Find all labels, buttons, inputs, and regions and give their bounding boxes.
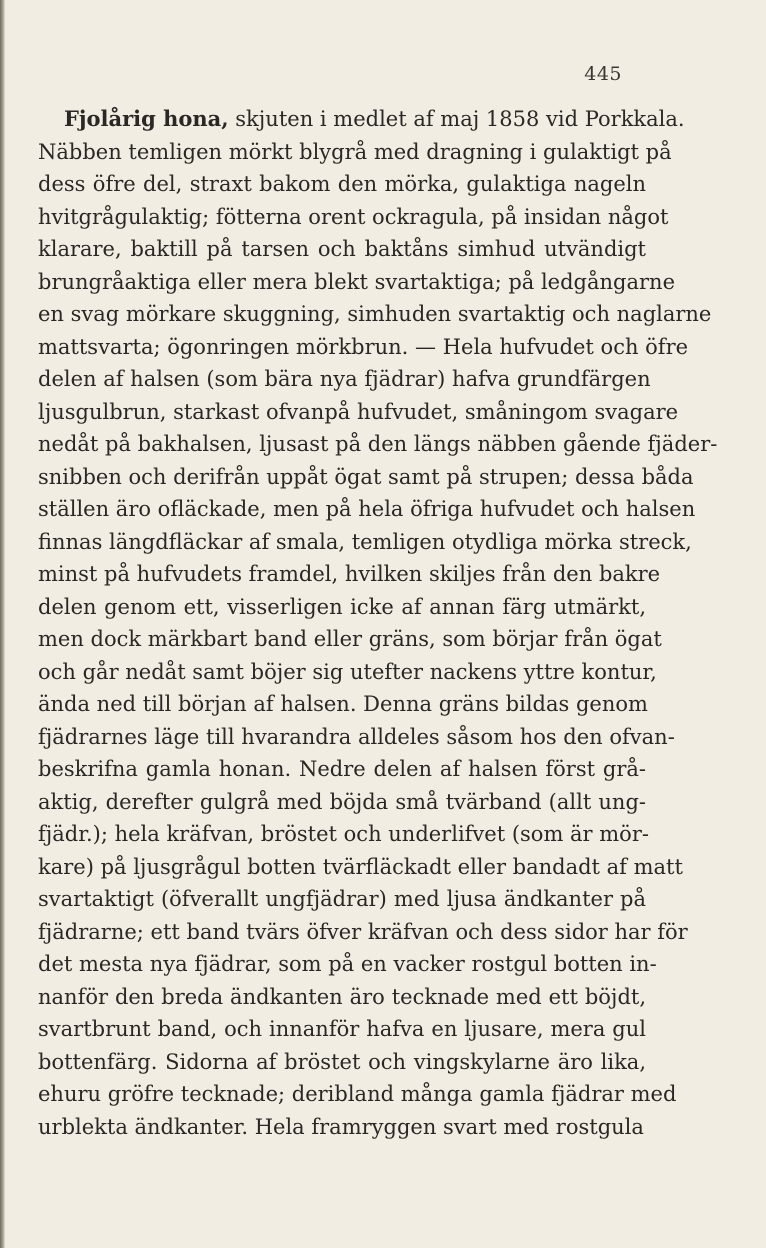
text-line-5: klarare, baktill på tarsen och baktåns simhud utvändigt [38,237,646,261]
text-line-9: delen af halsen (som bära nya fjädrar) hafva grundfärgen [38,367,651,391]
text-line-4: hvitgrågulaktig; fötterna orent ockragula, på insidan något [38,204,669,229]
text-line-2: Näbben temligen mörkt blygrå med dragning i gulaktigt på [38,139,672,164]
text-line-18: och går nedåt samt böjer sig utefter nackens yttre kontur, [38,659,657,684]
text-line-30: bottenfärg. Sidorna af bröstet och vingskylarne äro lika, [38,1049,646,1074]
text-line-31: ehuru gröfre tecknade; deribland många gamla fjädrar med [38,1082,677,1106]
text-line-1 [38,103,685,136]
text-line-17: men dock märkbart band eller gräns, som börjar från ögat [38,627,662,651]
text-line-26: fjädrarne; ett band tvärs öfver kräfvan och dess sidor har för [38,919,688,944]
text-line-28: nanför den breda ändkanten äro tecknade med ett böjdt, [38,984,646,1009]
text-line-24: kare) på ljusgrågul botten tvärfläckadt eller bandadt af matt [38,854,683,879]
text-line-32: urblekta ändkanter. Hela framryggen svart med rostgula [38,1114,644,1139]
text-line-12: snibben och derifrån uppåt ögat samt på strupen; dessa båda [38,464,694,489]
text-line-6: brungråaktiga eller mera blekt svartaktiga; på ledgångarne [38,269,675,294]
lead-heading: Fjolårig hona, [64,106,229,131]
text-line-22: aktig, derefter gulgrå med böjda små tvärband (allt ung- [38,789,646,814]
text-line-3: dess öfre del, straxt bakom den mörka, gulaktiga nageln [38,172,646,196]
text-line-16: delen genom ett, visserligen icke af annan färg utmärkt, [38,594,646,619]
text-line-1-rest: skjuten i medlet af maj 1858 vid Porkkala. [228,107,685,131]
text-line-29: svartbrunt band, och innanför hafva en ljusare, mera gul [38,1017,646,1041]
text-line-10: ljusgulbrun, starkast ofvanpå hufvudet, småningom svagare [38,399,679,424]
page-number: 445 [584,63,622,85]
text-line-23: fjädr.); hela kräfvan, bröstet och underlifvet (som är mör- [38,822,649,846]
text-line-19: ända ned till början af halsen. Denna gräns bildas genom [38,692,648,716]
text-line-13: ställen äro ofläckade, men på hela öfriga hufvudet och halsen [38,497,696,521]
text-line-25: svartaktigt (öfverallt ungfjädrar) med ljusa ändkanter på [38,887,646,911]
body-text [38,103,718,1143]
text-line-21: beskrifna gamla honan. Nedre delen af halsen först grå- [38,757,646,781]
page-spine-edge [0,0,5,1248]
text-line-11: nedåt på bakhalsen, ljusast på den längs näbben gående fjäder- [38,432,718,456]
text-line-14: finnas längdfläckar af smala, temligen otydliga mörka streck, [38,529,692,554]
text-line-7: en svag mörkare skuggning, simhuden svartaktig och naglarne [38,302,712,326]
text-line-27: det mesta nya fjädrar, som på en vacker rostgul botten in- [38,952,657,976]
text-line-20: fjädrarnes läge till hvarandra alldeles såsom hos den ofvan- [38,724,675,749]
text-line-8: mattsvarta; ögonringen mörkbrun. — Hela hufvudet och öfre [38,334,689,359]
text-line-15: minst på hufvudets framdel, hvilken skiljes från den bakre [38,562,661,586]
